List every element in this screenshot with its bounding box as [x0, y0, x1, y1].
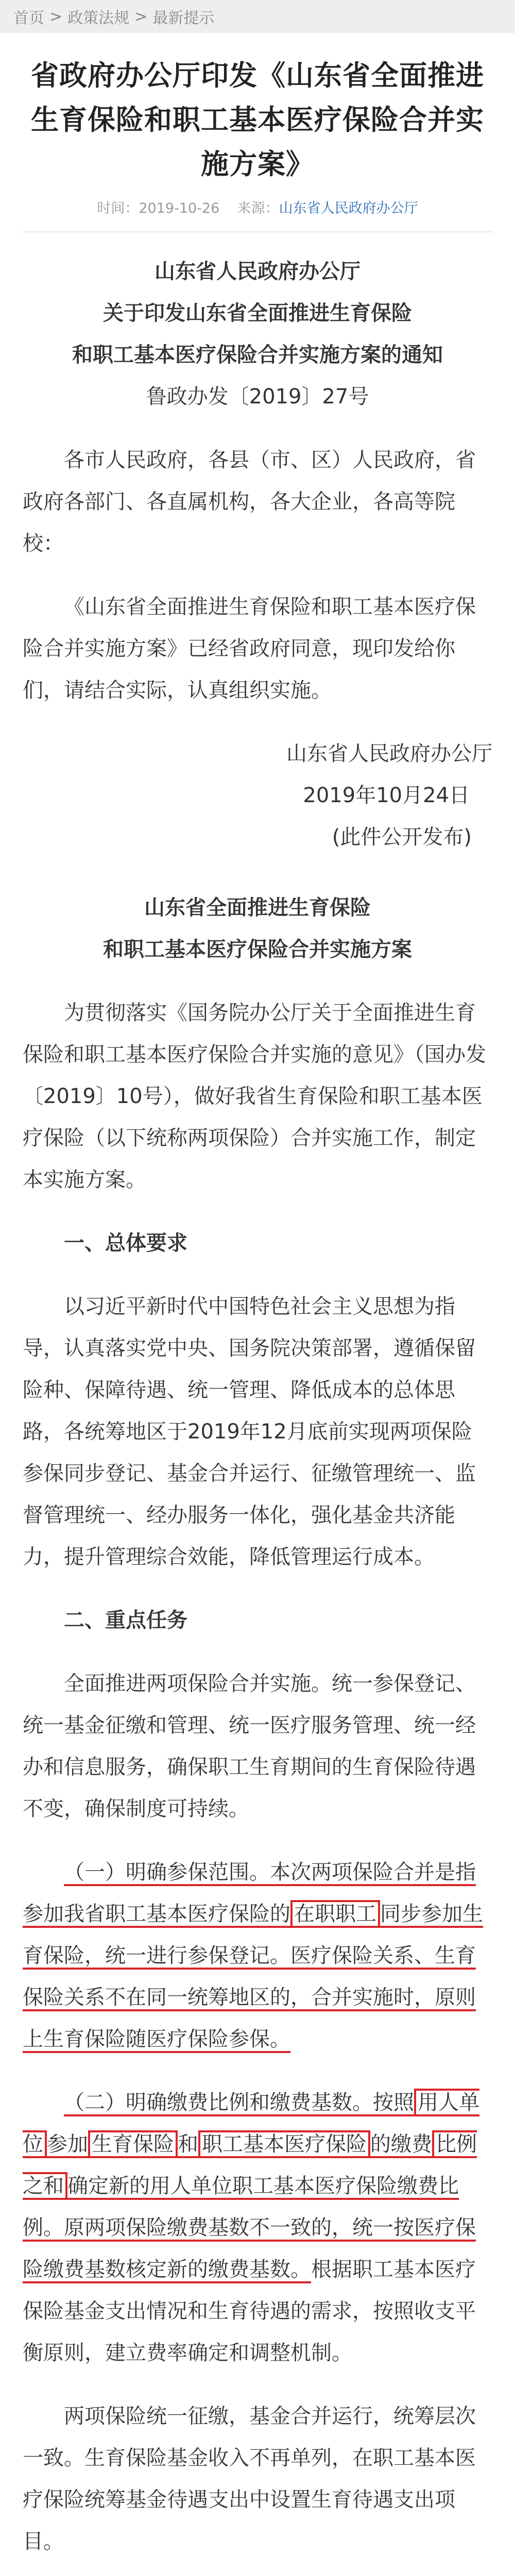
breadcrumb [0, 0, 515, 33]
task-1-scope [23, 1852, 492, 2060]
highlight-box: 生育保险 [88, 2130, 178, 2158]
notice-org: 山东省人民政府办公厅 [154, 260, 360, 283]
section-2-intro: 全面推进两项保险合并实施。统一参保登记、统一基金征缴和管理、统一医疗服务管理、统一经办和信息服务，确保职工生育期间的生育保险待遇不变，确保制度可持续。 [23, 1672, 476, 1821]
notice-body: 《山东省全面推进生育保险和职工基本医疗保险合并实施方案》已经省政府同意，现印发给你们，请结合实际，认真组织实施。 [23, 595, 476, 702]
plan-title-line1: 山东省全面推进生育保险 [144, 896, 371, 920]
underlined-text: 和 [178, 2132, 198, 2158]
source-name: 山东省人民政府办公厅 [279, 200, 418, 216]
plan-title-line2: 和职工基本医疗保险合并实施方案 [103, 938, 412, 961]
breadcrumb-separator: > [49, 7, 63, 26]
document-number: 鲁政办发〔2019〕27号 [146, 385, 369, 409]
breadcrumb-latest[interactable]: 最新提示 [152, 9, 215, 27]
unified-collection: 两项保险统一征缴，基金合并运行，统筹层次一致。生育保险基金收入不再单列，在职工基本医疗保险统筹基金待遇支出中设置生育待遇支出项目。 [23, 2404, 476, 2553]
underlined-text: （二）明确缴费比例和缴费基数。按照 [64, 2091, 414, 2116]
notice-title-line1: 关于印发山东省全面推进生育保险 [103, 301, 412, 325]
signature-note: (此件公开发布) [332, 825, 472, 849]
publish-time: 时间：2019-10-26 [97, 200, 220, 216]
underlined-text: 参加 [47, 2132, 88, 2158]
page-title: 省政府办公厅印发《山东省全面推进生育保险和职工基本医疗保险合并实施方案》 [31, 59, 484, 180]
article-meta [23, 197, 492, 217]
task-2-text: 根据职工基本医疗保险基金支出情况和生育待遇的需求，按照收支平衡原则，建立费率确定和调整机制。 [23, 2258, 476, 2365]
breadcrumb-home[interactable]: 首页 [13, 9, 44, 27]
breadcrumb-separator: > [134, 7, 148, 26]
signature-date: 2019年10月24日 [303, 784, 470, 807]
section-heading-2: 二、重点任务 [64, 1608, 187, 1632]
task-2-rate-and-base [23, 2082, 492, 2374]
underlined-text: （一）明确参保范围。本次两项保险合并是指参加我省职工基本医疗保险的 [23, 1860, 476, 1928]
source-label: 来源： [237, 200, 279, 216]
notice-title-line2: 和职工基本医疗保险合并实施方案的通知 [72, 343, 443, 367]
underlined-text: 的缴费 [370, 2132, 432, 2158]
article [0, 54, 515, 2576]
section-heading-1: 一、总体要求 [64, 1231, 187, 1255]
highlight-box: 职工基本医疗保险 [198, 2130, 370, 2158]
underlined-text: 确定新的用人单位职工基本医疗保险缴费比例。原两项保险缴费基数不一致的，统一按医疗保险缴费基数核定新的缴费基数。 [23, 2174, 476, 2283]
highlight-box: 用人单位 [23, 2089, 479, 2158]
divider [23, 231, 492, 232]
plan-intro: 为贯彻落实《国务院办公厅关于全面推进生育保险和职工基本医疗保险合并实施的意见》（国办发〔2019〕10号），做好我省生育保险和职工基本医疗保险（以下统称两项保险）合并实施工作，制定本实施方案。 [23, 1001, 486, 1192]
breadcrumb-policy[interactable]: 政策法规 [67, 9, 130, 27]
highlight-box: 在职职工 [290, 1900, 380, 1928]
article-body [23, 251, 492, 2576]
section-1-body: 以习近平新时代中国特色社会主义思想为指导，认真落实党中央、国务院决策部署，遵循保留险种、保障待遇、统一管理、降低成本的总体思路，各统筹地区于2019年12月底前实现两项保险参保同步登记、基金合并运行、征缴管理统一、监督管理统一、经办服务一体化，强化基金共济能力，提升管理综合效能，降低管理运行成本。 [23, 1295, 476, 1569]
addressees: 各市人民政府，各县（市、区）人民政府，省政府各部门、各直属机构，各大企业，各高等院校： [23, 448, 476, 555]
highlight-box: 比例之和 [23, 2130, 477, 2200]
underlined-text: 同步参加生育保险，统一进行参保登记。医疗保险关系、生育保险关系不在同一统筹地区的，合并实施时，原则上生育保险随医疗保险参保。 [23, 1902, 483, 2053]
signature-org: 山东省人民政府办公厅 [286, 742, 492, 766]
